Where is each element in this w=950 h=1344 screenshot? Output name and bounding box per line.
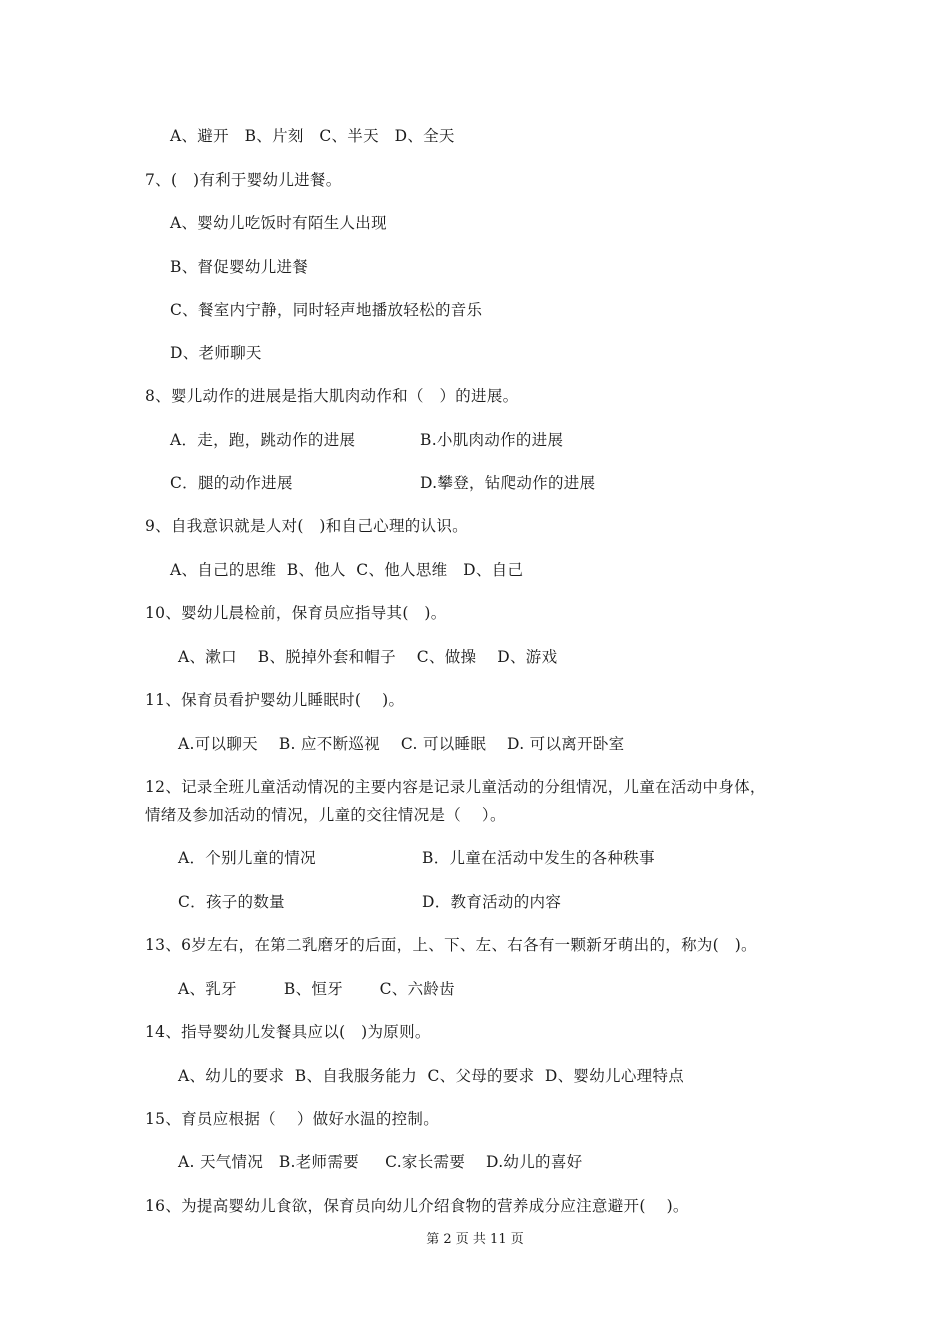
q14-question: 14、指导婴幼儿发餐具应以( )为原则。 [145, 1023, 431, 1041]
q13-options: A、乳牙 B、恒牙 C、六龄齿 [178, 980, 455, 998]
q16-question: 16、为提高婴幼儿食欲，保育员向幼儿介绍食物的营养成分应注意避开( )。 [145, 1197, 689, 1215]
q11-question: 11、保育员看护婴幼儿睡眠时( )。 [145, 691, 405, 709]
q9-question: 9、自我意识就是人对( )和自己心理的认识。 [145, 517, 468, 535]
q7-option-d: D、老师聊天 [170, 344, 262, 362]
q13-question: 13、6岁左右，在第二乳磨牙的后面，上、下、左、右各有一颗新牙萌出的，称为( )。 [145, 936, 757, 954]
page-footer: 第 2 页 共 11 页 [426, 1232, 524, 1247]
q12-option-b: B．儿童在活动中发生的各种秩事 [422, 849, 655, 867]
q8-option-d: D.攀登，钻爬动作的进展 [420, 474, 596, 492]
q8-question: 8、婴儿动作的进展是指大肌肉动作和（ ）的进展。 [145, 387, 519, 405]
q11-options: A.可以聊天 B. 应不断巡视 C. 可以睡眠 D. 可以离开卧室 [178, 735, 625, 753]
q12-option-d: D．教育活动的内容 [422, 893, 562, 911]
q7-option-b: B、督促婴幼儿进餐 [170, 258, 309, 276]
q12-option-c: C．孩子的数量 [178, 893, 285, 911]
q9-options: A、自己的思维 B、他人 C、他人思维 D、自己 [170, 561, 524, 579]
q14-options: A、幼儿的要求 B、自我服务能力 C、父母的要求 D、婴幼儿心理特点 [178, 1067, 685, 1085]
q12-question-line2: 情绪及参加活动的情况，儿童的交往情况是（ ）。 [145, 806, 506, 824]
q7-question: 7、( )有利于婴幼儿进餐。 [145, 171, 342, 189]
q15-options: A. 天气情况 B.老师需要 C.家长需要 D.幼儿的喜好 [178, 1153, 583, 1171]
q7-option-c: C、餐室内宁静，同时轻声地播放轻松的音乐 [170, 301, 483, 319]
q15-question: 15、育员应根据（ ）做好水温的控制。 [145, 1110, 440, 1128]
q8-option-a: A．走，跑，跳动作的进展 [170, 431, 356, 449]
q12-question-line1: 12、记录全班儿童活动情况的主要内容是记录儿童活动的分组情况，儿童在活动中身体， [145, 778, 766, 796]
q8-option-b: B.小肌肉动作的进展 [420, 431, 564, 449]
q8-option-c: C．腿的动作进展 [170, 474, 293, 492]
q12-option-a: A．个别儿童的情况 [178, 849, 316, 867]
q10-question: 10、婴幼儿晨检前，保育员应指导其( )。 [145, 604, 447, 622]
q6-options: A、避开 B、片刻 C、半天 D、全天 [170, 127, 455, 145]
q10-options: A、漱口 B、脱掉外套和帽子 C、做操 D、游戏 [178, 648, 558, 666]
q7-option-a: A、婴幼儿吃饭时有陌生人出现 [170, 214, 387, 232]
